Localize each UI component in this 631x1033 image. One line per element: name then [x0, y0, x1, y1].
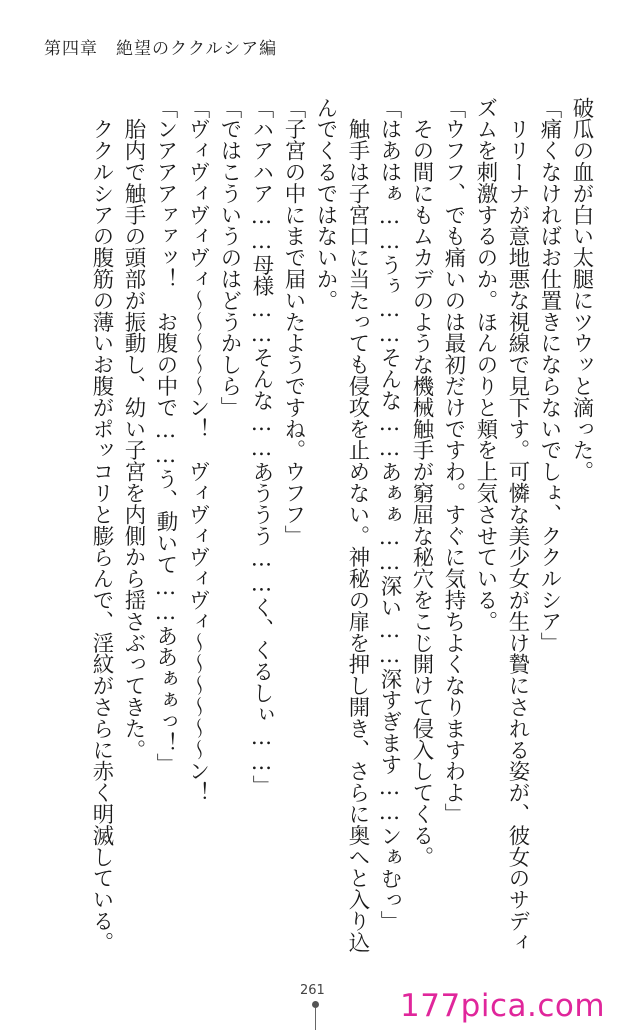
running-header: 第四章 絶望のククルシア編: [44, 39, 278, 59]
text-column: 「はあはぁ……うぅ……そんな……あぁぁ……深い……深すぎます……ンぁむっ」: [377, 97, 402, 932]
text-column: 「ではこういうのはどうかしら」: [217, 97, 242, 418]
page-marker-dot: [312, 1001, 319, 1008]
text-column: 「ンアアアァァッ！ お腹の中で……う、動いて……ああぁぁっ！」: [153, 97, 178, 775]
text-column: んでくるではないか。: [313, 97, 338, 311]
text-column: 破瓜の血が白い太腿にツウッと滴った。: [569, 97, 594, 483]
text-column: ククルシアの腹筋の薄いお腹がポッコリと膨らんで、淫紋がさらに赤く明滅している。: [89, 97, 114, 953]
page-number: 261: [300, 983, 325, 998]
text-column: ズムを刺激するのか。ほんのりと頬を上気させている。: [473, 97, 498, 632]
text-column: 「ウフフ、でも痛いのは最初だけですわ。すぐに気持ちよくなりますわよ」: [441, 97, 466, 825]
text-column: 「ヴィヴィヴィヴィ～～～～～ン！ ヴィヴィヴィヴィ～～～～～～ン！: [185, 97, 210, 804]
page-marker-line: [315, 1008, 316, 1030]
text-column: 触手は子宮口に当たっても侵攻を止めない。神秘の扉を押し開き、さらに奥へと入り込: [345, 97, 370, 953]
text-column: 「ハアハア……母様……そんな……あううう……く、くるしぃ……」: [249, 97, 274, 797]
text-column: 胎内で触手の頭部が振動し、幼い子宮を内側から揺さぶってきた。: [121, 97, 146, 761]
text-column: その間にもムカデのような機械触手が窮屈な秘穴をこじ開けて侵入してくる。: [409, 97, 434, 868]
text-column: 「子宮の中にまで届いたようですね。ウフフ」: [281, 97, 306, 547]
text-column: リリーナが意地悪な視線で見下す。可憐な美少女が生け贄にされる姿が、彼女のサディ: [505, 97, 530, 953]
text-column: 「痛くなければお仕置きにならないでしょ、ククルシア」: [537, 97, 562, 654]
watermark: 177pica.com: [400, 988, 606, 1024]
